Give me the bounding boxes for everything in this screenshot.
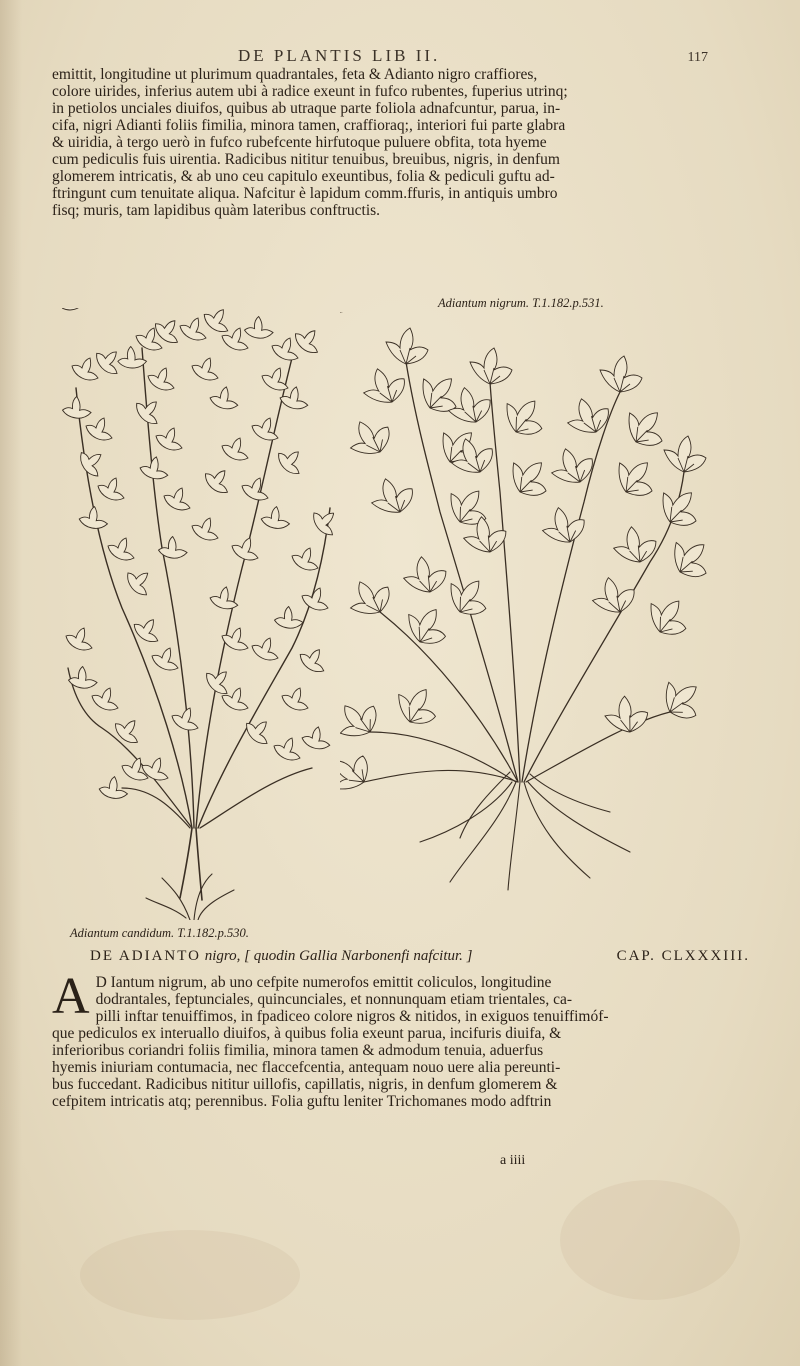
gutter-shadow (0, 0, 22, 1366)
text-line: cifa, nigri Adianti foliis fimilia, minora tamen, craffioraq;, interiori fui parte glabra (52, 117, 566, 134)
text-line: inferioribus coriandri foliis fimilia, minora tamen & admodum tenuia, aduerfus (52, 1042, 544, 1059)
text-line: glomerem intricatis, & ab uno ceu capitulo exeuntibus, folia & pediculi guftu ad- (52, 168, 555, 185)
running-title: DE PLANTIS LIB II. (238, 46, 441, 65)
chapter-heading (90, 948, 750, 970)
continued-text (52, 66, 752, 219)
text-line: dodrantales, feptunciales, quincunciales, et nonnunquam etiam trientales, ca- (95, 991, 573, 1008)
text-line: hyemis iniuriam contumacia, nec flaccefcentia, antequam nouo uere alia pereunti- (52, 1059, 561, 1076)
text-line: colore uirides, inferius autem ubi à radice exeunt in fufco rubentes, fuperius utrinq; (52, 83, 568, 100)
text-line: & uiridia, à tergo uerò in fufco rubefcente hirfutoque puluere obfita, tota hyeme (52, 134, 547, 151)
text-line: cefpitem intricatis atq; perennibus. Folia guftu leniter Trichomanes modo adftrin (52, 1093, 552, 1110)
text-line: fisq; muris, tam lapidibus quàm lateribus conftructis. (52, 202, 381, 219)
chapter-heading-de: DE ADIANTO (90, 948, 201, 964)
text-line: in petiolos unciales diuifos, quibus ab utraque parte foliola adnafcuntur, parua, in- (52, 100, 561, 117)
woodcut-adiantum-nigrum (340, 312, 710, 892)
caption-adiantum-candidum: Adiantum candidum. T.1.182.p.530. (70, 926, 249, 940)
paper-stain (80, 1230, 300, 1320)
chapter-number: CAP. CLXXXIII. (616, 948, 750, 964)
chapter-text (52, 968, 752, 1110)
text-line: D Iantum nigrum, ab uno cefpite numerofos emittit coliculos, longitudine (95, 974, 552, 991)
folio-number: 117 (687, 50, 708, 65)
text-line: que pediculos ex interuallo diuifos, à quibus folia exeunt parua, incifuris diuifa, & (52, 1025, 562, 1042)
text-line: ftringunt cum tenuitate aliqua. Nafcitur è lapidum comm.ffuris, in antiquis umbro (52, 185, 558, 202)
drop-capital: A (52, 968, 90, 1025)
caption-adiantum-nigrum: Adiantum nigrum. T.1.182.p.531. (438, 296, 604, 310)
signature-mark: a iiii (500, 1153, 526, 1168)
text-line: emittit, longitudine ut plurimum quadrantales, feta & Adianto nigro craffiores, (52, 66, 538, 83)
text-line: cum pediculis fuis uirentia. Radicibus nititur tenuibus, breuibus, nigris, in denfum (52, 151, 560, 168)
text-line: pilli inftar tenuiffimos, in fpadiceo colore nigros & nitidos, in exiguos tenuiffimóf- (95, 1008, 609, 1025)
chapter-heading-title: nigro, [ quodin Gallia Narbonenfi nafcitur. ] (204, 948, 473, 964)
woodcut-adiantum-candidum (62, 308, 334, 920)
paper-stain (560, 1180, 740, 1300)
text-line: bus fuccedant. Radicibus nititur uillofis, capillatis, nigris, in denfum glomerem & (52, 1076, 558, 1093)
